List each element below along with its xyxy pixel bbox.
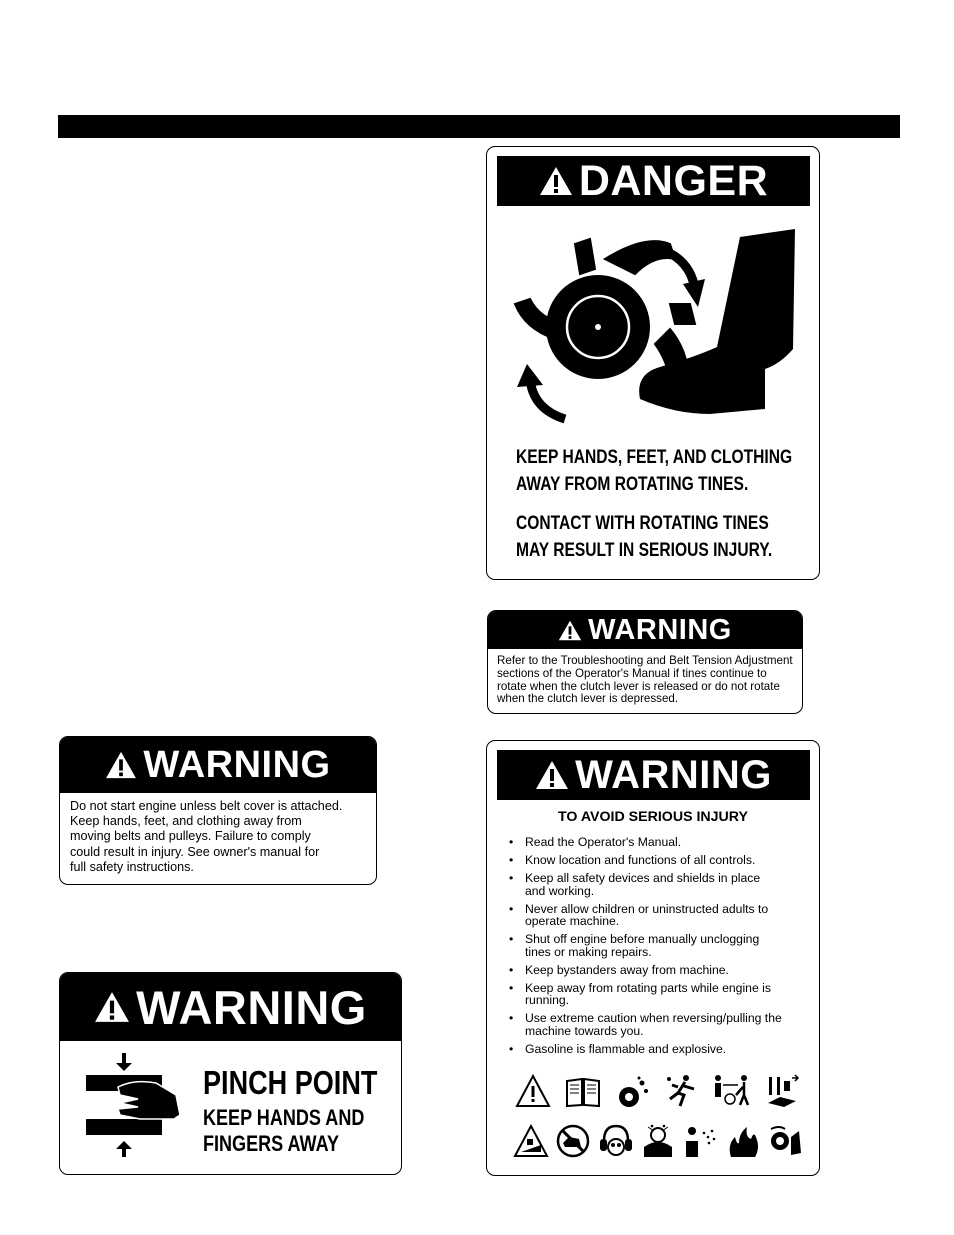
pinch-point-line-2: FINGERS AWAY (203, 1131, 340, 1156)
safety-rule: • Keep away from rotating parts while engine is running. (503, 982, 813, 1007)
dismount-icon (764, 1073, 800, 1109)
safety-warning-subtitle: TO AVOID SERIOUS INJURY (558, 809, 748, 825)
danger-text-line-4: MAY RESULT IN SERIOUS INJURY. (516, 540, 773, 561)
dust-person-icon (682, 1123, 718, 1159)
section-header-bar (58, 115, 900, 138)
belt-warning-line: could result in injury. See owner's manual for (70, 844, 320, 859)
danger-text-line-3: CONTACT WITH ROTATING TINES (516, 513, 769, 534)
safety-warning-label (486, 740, 820, 1176)
thrown-object-icon (664, 1073, 700, 1109)
safety-rule: • Never allow children or uninstructed adults to operate machine. (503, 903, 813, 928)
safety-warning-header: WARNING (497, 750, 810, 800)
ear-protection-icon (598, 1123, 634, 1159)
pinch-warning-label (59, 972, 402, 1175)
pinch-warning-header: WARNING (60, 973, 401, 1041)
fire-icon (725, 1123, 761, 1159)
safety-rules-list (503, 836, 813, 1061)
slope-hazard-icon (513, 1123, 549, 1159)
clutch-warning-label (487, 610, 803, 714)
pinch-point-hand-icon (84, 1053, 184, 1157)
rotating-tines-foot-illustration (495, 229, 815, 434)
bystander-distance-icon (714, 1073, 750, 1109)
manual-icon (565, 1073, 601, 1109)
safety-rule: • Read the Operator's Manual. (503, 836, 813, 849)
pictogram-row-1 (515, 1073, 800, 1109)
clutch-warning-text: Refer to the Troubleshooting and Belt Tension Adjustment sections of the Operator's Manual if tines continue to rotate when the clutch lever is released or do not rotate when the clutch lever is depressed. (497, 654, 793, 706)
alert-triangle-icon (535, 760, 569, 790)
safety-rule: • Keep bystanders away from machine. (503, 964, 813, 977)
no-dog-icon (555, 1123, 591, 1159)
safety-rule: • Know location and functions of all controls. (503, 854, 813, 867)
safety-rule: • Gasoline is flammable and explosive. (503, 1043, 813, 1056)
safety-rule: • Use extreme caution when reversing/pulling the machine towards you. (503, 1012, 813, 1037)
danger-text-line-1: KEEP HANDS, FEET, AND CLOTHING (516, 447, 793, 468)
pinch-point-line-1: KEEP HANDS AND (203, 1105, 365, 1130)
danger-label (486, 146, 820, 580)
safety-rule: • Shut off engine before manually unclogging tines or making repairs. (503, 933, 813, 958)
alert-triangle-icon (539, 166, 573, 196)
belt-warning-line: Do not start engine unless belt cover is attached. (70, 799, 343, 813)
clutch-warning-header: WARNING (488, 611, 802, 649)
eye-protection-icon (640, 1123, 676, 1159)
alert-triangle-icon (94, 991, 130, 1023)
danger-text-line-2: AWAY FROM ROTATING TINES. (516, 474, 749, 495)
belt-warning-header: WARNING (60, 737, 376, 793)
belt-warning-line: Keep hands, feet, and clothing away from (70, 814, 302, 829)
rotating-tine-icon (767, 1123, 803, 1159)
pictogram-row-2 (513, 1123, 803, 1159)
alert-triangle-icon (105, 751, 137, 779)
belt-warning-line: full safety instructions. (70, 859, 194, 874)
belt-warning-line: moving belts and pulleys. Failure to comply (70, 829, 311, 844)
belt-warning-label (59, 736, 377, 885)
pinch-point-title: PINCH POINT (203, 1064, 378, 1101)
warning-triangle-icon (515, 1073, 551, 1109)
alert-triangle-icon (558, 620, 582, 641)
safety-rule: • Keep all safety devices and shields in place and working. (503, 872, 813, 897)
danger-header: DANGER (497, 156, 810, 206)
debris-icon (615, 1073, 651, 1109)
